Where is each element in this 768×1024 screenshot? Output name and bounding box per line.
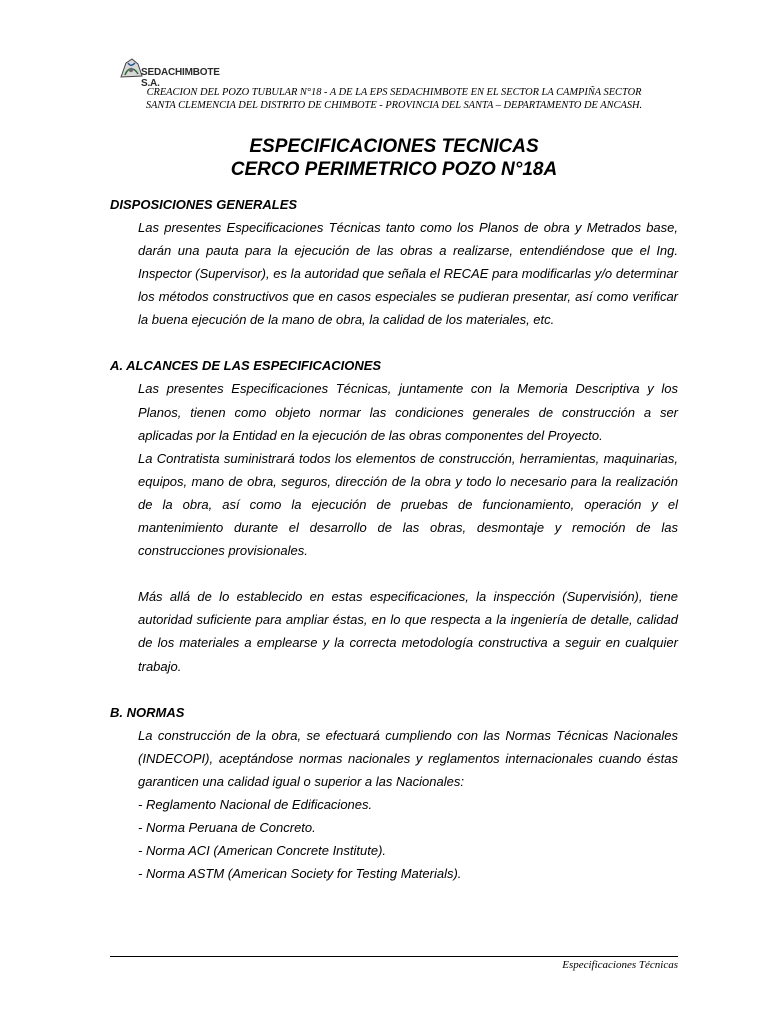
- alcances-paragraph-3: Más allá de lo establecido en estas especificaciones, la inspección (Supervisión), tiene autoridad suficiente para ampliar éstas, en lo que respecta a la ingeniería de detalle, calidad de los materiales a emplearse y la correcta metodología constructiva a seguir en cualquier trabajo.: [138, 589, 678, 674]
- normas-list-item: - Norma ACI (American Concrete Institute).: [138, 843, 387, 859]
- section-heading-alcances: A. ALCANCES DE LAS ESPECIFICACIONES: [110, 358, 382, 374]
- title-line-1: ESPECIFICACIONES TECNICAS: [249, 136, 539, 157]
- document-title: [100, 135, 688, 181]
- normas-list-item: - Norma Peruana de Concreto.: [138, 819, 316, 835]
- title-line-2: CERCO PERIMETRICO POZO N°18A: [230, 159, 558, 180]
- alcances-paragraph-1: Las presentes Especificaciones Técnicas, juntamente con la Memoria Descriptiva y los Planos, tienen como objeto normar las condiciones generales de construcción a ser aplicadas por la Entidad en la ejecución de las obras componentes del Proyecto.: [138, 381, 678, 443]
- section-heading-general: DISPOSICIONES GENERALES: [110, 197, 298, 212]
- general-paragraph: Las presentes Especificaciones Técnicas tanto como los Planos de obra y Metrados base, darán una pauta para la ejecución de las obras a realizarse, entendiéndose que el Ing. Inspector (Supervisor), es la autoridad que señala el RECAE para modificarlas y/o determinar los métodos constructivos que en casos especiales se pudieran presentar, así como verificar la buena ejecución de la mano de obra, la calidad de los materiales, etc.: [138, 220, 678, 328]
- company-logo: [118, 55, 238, 89]
- footer-divider: [110, 956, 678, 957]
- project-header: [100, 86, 688, 112]
- footer-text: Especificaciones Técnicas: [562, 959, 678, 971]
- project-line-2: SANTA CLEMENCIA DEL DISTRITO DE CHIMBOTE - PROVINCIA DEL SANTA – DEPARTAMENTO DE ANCASH.: [145, 100, 643, 111]
- normas-paragraph: La construcción de la obra, se efectuará cumpliendo con las Normas Técnicas Nacionales (INDECOPI), aceptándose normas nacionales y reglamentos internacionales cuando éstas garanticen una calidad igual o superior a las Nacionales:: [138, 727, 678, 789]
- project-line-1: CREACION DEL POZO TUBULAR N°18 - A DE LA EPS SEDACHIMBOTE EN EL SECTOR LA CAMPIÑA SECTOR: [146, 87, 642, 98]
- normas-list-item: - Norma ASTM (American Society for Testing Materials).: [138, 866, 462, 882]
- logo-text: SEDACHIMBOTE S.A.: [141, 67, 220, 89]
- section-heading-normas: B. NORMAS: [110, 704, 185, 720]
- alcances-paragraph-2: La Contratista suministrará todos los elementos de construcción, herramientas, maquinarias, equipos, mano de obra, seguros, dirección de la obra y todo lo necesario para la realización de la obra, así como la ejecución de pruebas de funcionamiento, operación y el mantenimiento durante el desarrollo de las obras, desmontaje y remoción de las construcciones provisionales.: [138, 450, 678, 559]
- document-body: [110, 193, 678, 885]
- normas-list-item: - Reglamento Nacional de Edificaciones.: [138, 796, 373, 812]
